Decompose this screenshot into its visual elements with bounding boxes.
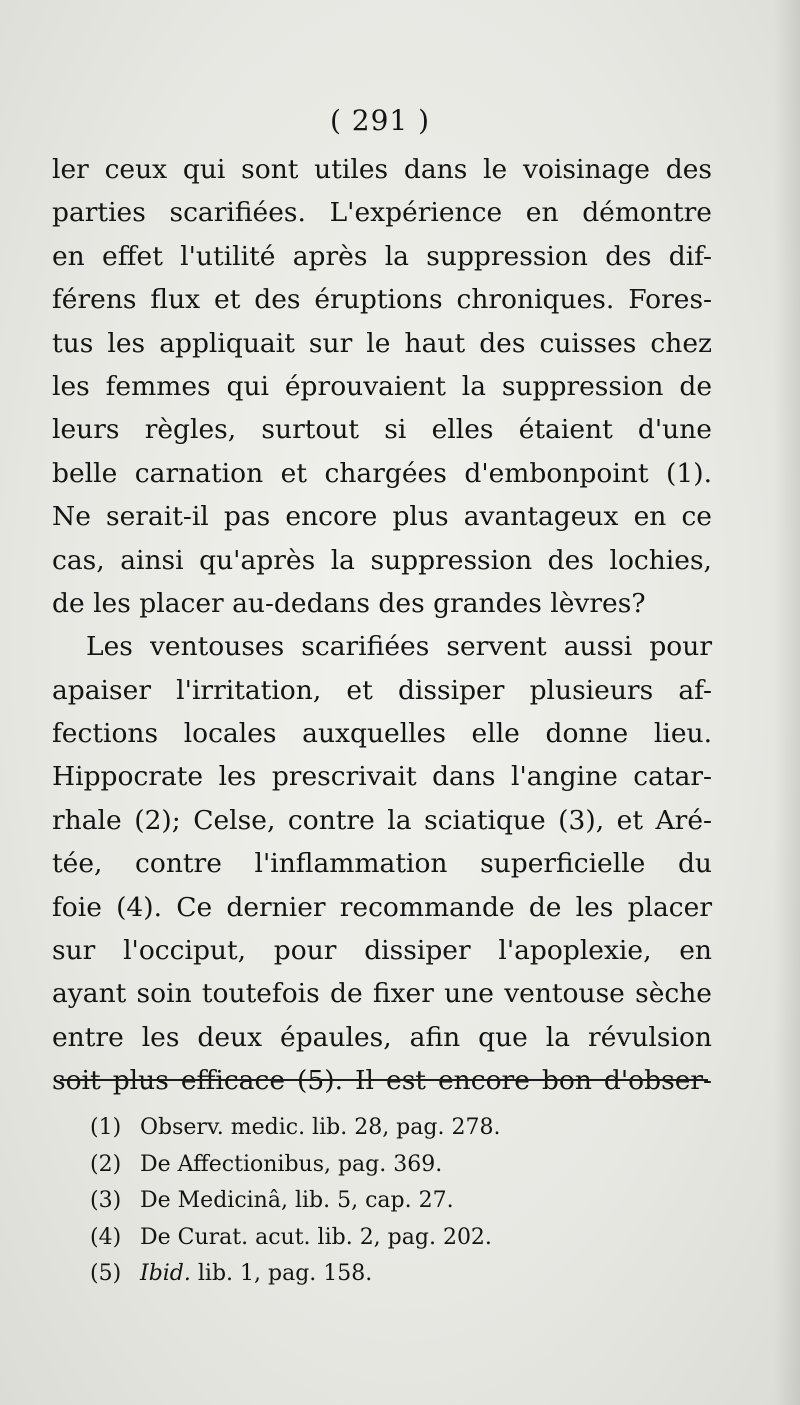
text-line: de les placer au-dedans des grandes lèvres? [52,587,646,619]
page-edge-shadow [774,0,800,1405]
footnotes [90,1110,710,1293]
footnote [90,1183,710,1220]
footnote [90,1147,710,1184]
footnote-mark: (3) [90,1188,122,1213]
footnote-mark: (1) [90,1115,122,1140]
text-line: ayant soin toutefois de fixer une ventouse sèche [52,978,712,1010]
text-line: apaiser l'irritation, et dissiper plusieurs af- [52,674,712,706]
footnote-text: lib. 1, pag. 158. [190,1261,373,1286]
text-line: soit plus efficace (5). Il est encore bon d'obser- [52,1065,712,1097]
text-line: belle carnation et chargées d'embonpoint (1). [52,457,712,489]
footnote-mark: (4) [90,1224,122,1250]
text-line: tée, contre l'inflammation superficielle du [52,848,712,880]
footnote-text: De Medicinâ, lib. 5, cap. 27. [140,1188,454,1213]
footnote [90,1220,710,1257]
text-line: foie (4). Ce dernier recommande de les placer [52,891,712,923]
body-text [52,148,712,1103]
text-line: tus les appliquait sur le haut des cuisses chez [52,327,712,359]
footnote [90,1256,710,1293]
text-line: en effet l'utilité après la suppression des dif- [52,240,712,272]
text-line: parties scarifiées. L'expérience en démontre [52,197,712,229]
text-line: leurs règles, surtout si elles étaient d'une [52,414,712,446]
text-line: Les ventouses scarifiées servent aussi pour [86,631,712,663]
footnote-text: De Curat. acut. lib. 2, pag. 202. [140,1224,492,1250]
text-line: fections locales auxquelles elle donne lieu. [52,718,712,750]
page-number: ( 291 ) [329,104,431,137]
text-line: les femmes qui éprouvaient la suppression de [52,370,712,402]
text-line: entre les deux épaules, afin que la révulsion [52,1021,712,1053]
text-line: Hippocrate les prescrivait dans l'angine catar- [52,761,712,793]
footnote-mark: (5) [90,1261,122,1286]
text-line: cas, ainsi qu'après la suppression des lochies, [52,544,712,576]
text-line: rhale (2); Celse, contre la sciatique (3), et Aré- [52,804,712,836]
footnote-divider [60,1079,708,1081]
text-line: Ne serait-il pas encore plus avantageux en ce [52,501,712,533]
footnote [90,1110,710,1147]
text-line: ler ceux qui sont utiles dans le voisinage des [52,154,712,185]
text-line: férens flux et des éruptions chroniques. Fores- [52,284,712,316]
footnote-text: Observ. medic. lib. 28, pag. 278. [140,1115,501,1140]
footnote-text: De Affectionibus, pag. 369. [140,1151,443,1177]
footnote-italic: Ibid. [140,1261,191,1286]
text-line: sur l'occiput, pour dissiper l'apoplexie, en [52,935,712,967]
footnote-mark: (2) [90,1151,122,1177]
